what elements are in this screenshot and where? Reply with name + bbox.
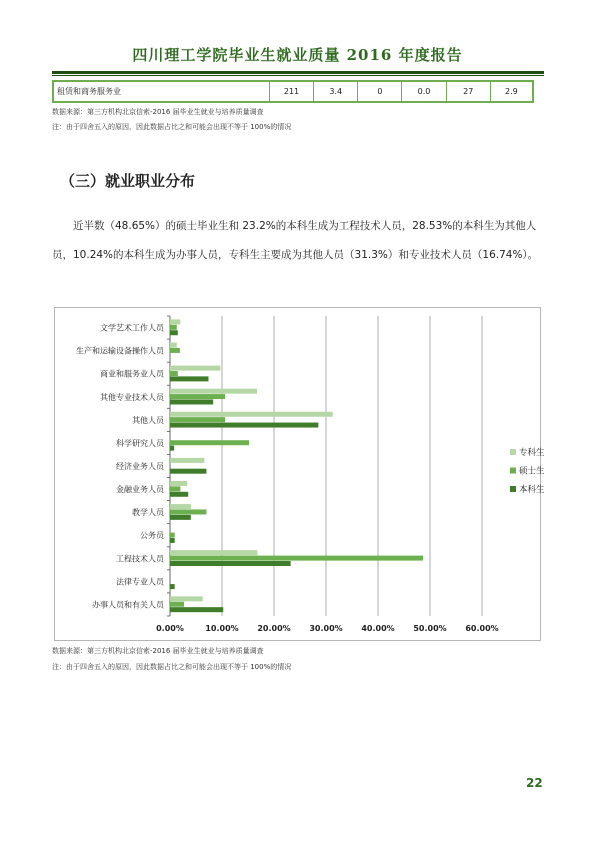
- bar-专科生: [170, 504, 191, 509]
- category-label: 经济业务人员: [116, 462, 164, 471]
- bar-本科生: [170, 492, 188, 497]
- x-tick-label: 10.00%: [205, 624, 239, 633]
- category-label: 科学研究人员: [116, 438, 164, 448]
- bar-本科生: [170, 607, 223, 612]
- bar-硕士生: [170, 509, 206, 514]
- bar-专科生: [170, 389, 257, 394]
- x-tick-label: 30.00%: [309, 624, 343, 633]
- bar-本科生: [170, 446, 174, 451]
- category-label: 法律专业人员: [116, 577, 164, 587]
- table-cell-industry: 租赁和商务服务业: [57, 87, 121, 96]
- bar-专科生: [170, 343, 177, 348]
- body-paragraph: 近半数（48.65%）的硕士毕业生和 23.2%的本科生成为工程技术人员，28.53%的本科生为其他人员，10.24%的本科生成为办事人员，专科生主要成为其他人员（31.3%）和专业技术人员（16.74%）。: [52, 220, 539, 261]
- bar-本科生: [170, 538, 175, 543]
- table-cell: 2.9: [490, 82, 532, 101]
- legend-swatch: [510, 449, 516, 455]
- bar-硕士生: [170, 348, 180, 353]
- category-label: 生产和运输设备操作人员: [76, 346, 164, 356]
- data-source-note: 数据来源：第三方机构北京信索-2016 届毕业生就业与培养质量调查: [52, 108, 264, 116]
- x-tick-label: 0.00%: [156, 624, 184, 633]
- bar-本科生: [170, 423, 318, 428]
- x-tick-label: 40.00%: [361, 624, 395, 633]
- bar-硕士生: [170, 556, 423, 561]
- industry-table-row: [52, 80, 534, 103]
- bar-专科生: [170, 366, 220, 371]
- category-label: 教学人员: [132, 508, 164, 518]
- bar-硕士生: [170, 371, 178, 376]
- table-cell: 0.0: [401, 82, 445, 101]
- category-label: 其他人员: [132, 415, 164, 425]
- bar-本科生: [170, 584, 175, 589]
- bar-本科生: [170, 376, 208, 381]
- occupation-chart: [54, 307, 545, 641]
- report-title: 四川理工学院毕业生就业质量 2016 年度报告: [132, 46, 463, 64]
- bar-专科生: [170, 596, 203, 601]
- legend-label: 本科生: [519, 485, 545, 495]
- table-cell: 3.4: [313, 82, 357, 101]
- page-number: 22: [526, 776, 543, 790]
- category-label: 其他专业技术人员: [100, 392, 164, 402]
- bar-本科生: [170, 515, 191, 520]
- category-label: 金融业务人员: [116, 485, 164, 495]
- chart-rounding-note: 注：由于四舍五入的原因，因此数据占比之和可能会出现不等于 100%的情况: [52, 663, 292, 671]
- bar-硕士生: [170, 533, 175, 538]
- bar-专科生: [170, 458, 204, 463]
- section-heading: （三）就业职业分布: [60, 172, 196, 190]
- header-rule-thin: [52, 75, 544, 76]
- bar-本科生: [170, 399, 213, 404]
- category-label: 工程技术人员: [116, 554, 164, 564]
- x-tick-label: 50.00%: [413, 624, 447, 633]
- bar-硕士生: [170, 417, 225, 422]
- bar-本科生: [170, 469, 206, 474]
- bar-专科生: [170, 319, 180, 324]
- category-label: 文学艺术工作人员: [100, 323, 164, 333]
- legend-swatch: [510, 468, 516, 474]
- legend-label: 专科生: [519, 448, 545, 458]
- header-rule: [52, 71, 544, 74]
- legend-swatch: [510, 486, 516, 492]
- bar-本科生: [170, 330, 178, 335]
- occupation-bar-chart: [55, 308, 545, 640]
- bar-硕士生: [170, 486, 180, 491]
- bar-本科生: [170, 561, 291, 566]
- bar-专科生: [170, 481, 187, 486]
- bar-硕士生: [170, 394, 225, 399]
- table-cell: 27: [446, 82, 490, 101]
- bar-硕士生: [170, 325, 177, 330]
- x-tick-label: 20.00%: [257, 624, 291, 633]
- table-cell: 0: [357, 82, 401, 101]
- table-cell: 211: [269, 82, 313, 101]
- category-label: 商业和服务业人员: [100, 369, 164, 379]
- bar-专科生: [170, 550, 257, 555]
- bar-专科生: [170, 412, 333, 417]
- bar-硕士生: [170, 440, 249, 445]
- legend-label: 硕士生: [519, 466, 545, 477]
- bar-硕士生: [170, 602, 184, 607]
- chart-data-source-note: 数据来源：第三方机构北京信索-2016 届毕业生就业与培养质量调查: [52, 647, 264, 655]
- rounding-note: 注：由于四舍五入的原因，因此数据占比之和可能会出现不等于 100%的情况: [52, 123, 292, 131]
- category-label: 办事人员和有关人员: [92, 600, 164, 610]
- category-label: 公务员: [140, 531, 164, 541]
- x-tick-label: 60.00%: [465, 624, 499, 633]
